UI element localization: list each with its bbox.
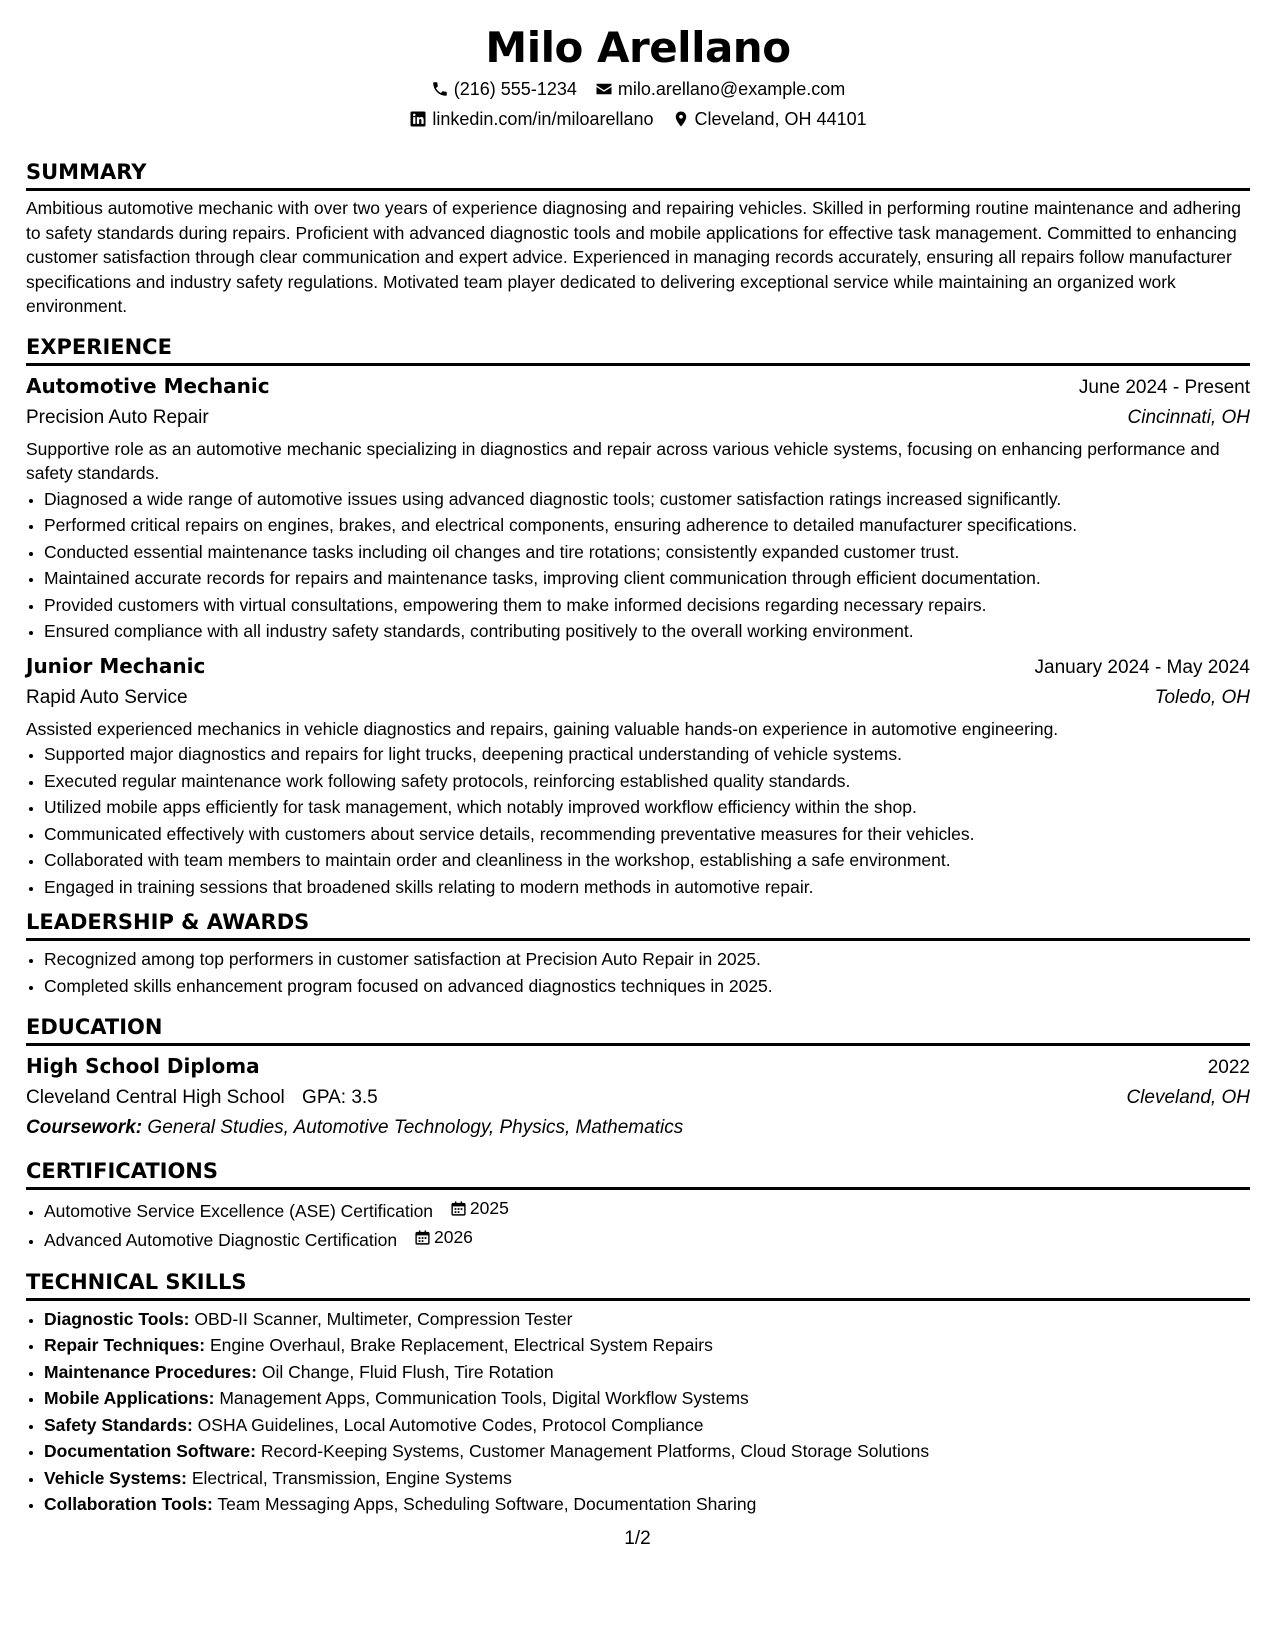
list-item	[44, 1385, 1250, 1412]
phone-contact	[431, 74, 577, 104]
skill-category: Maintenance Procedures:	[44, 1361, 257, 1382]
resume-page	[26, 22, 1250, 1518]
envelope-icon	[595, 80, 613, 98]
list-item: • Diagnosed a wide range of automotive issues using advanced diagnostic tools; customer satisfaction ratings increased significantly.	[44, 486, 1250, 513]
education-section	[26, 1013, 1250, 1143]
school-name: Cleveland Central High School	[26, 1087, 285, 1108]
skill-values: Engine Overhaul, Brake Replacement, Electrical System Repairs	[209, 1335, 713, 1355]
list-item: • Executed regular maintenance work following safety protocols, reinforcing established quality standards.	[44, 768, 1250, 795]
skill-category: Diagnostic Tools:	[44, 1308, 190, 1329]
list-item: • Provided customers with virtual consultations, empowering them to make informed decisions regarding necessary repairs.	[44, 592, 1250, 619]
skill-values: Management Apps, Communication Tools, Digital Workflow Systems	[219, 1388, 749, 1408]
certification-date	[414, 1224, 473, 1251]
graduation-year: 2022	[1207, 1057, 1250, 1078]
list-item: • Utilized mobile apps efficiently for task management, which notably improved workflow efficiency within the shop.	[44, 794, 1250, 821]
degree-title: High School Diploma	[26, 1054, 260, 1078]
leadership-list	[26, 946, 1250, 999]
linkedin-icon	[409, 110, 427, 128]
list-item: • Conducted essential maintenance tasks including oil changes and tire rotations; consistently expanded customer trust.	[44, 539, 1250, 566]
list-item	[44, 1359, 1250, 1386]
contact-line-2	[26, 104, 1250, 134]
linkedin-text[interactable]: linkedin.com/in/miloarellano	[432, 109, 654, 129]
certification-year: 2025	[469, 1198, 509, 1218]
job-bullets	[26, 741, 1250, 900]
skill-values: Team Messaging Apps, Scheduling Software, Documentation Sharing	[217, 1494, 757, 1514]
candidate-name: Milo Arellano	[485, 23, 791, 72]
coursework-text: General Studies, Automotive Technology, Physics, Mathematics	[147, 1117, 684, 1138]
linkedin-contact[interactable]	[409, 104, 653, 134]
email-text[interactable]: milo.arellano@example.com	[617, 79, 846, 99]
skill-category: Mobile Applications:	[44, 1388, 215, 1408]
calendar-icon	[450, 1200, 467, 1217]
experience-heading: EXPERIENCE	[26, 333, 1250, 366]
list-item: • Maintained accurate records for repairs and maintenance tasks, improving client communication through efficient documentation.	[44, 565, 1250, 592]
contact-line-1	[26, 74, 1250, 104]
location-text: Cleveland, OH 44101	[694, 109, 867, 129]
job-title: Junior Mechanic	[26, 653, 206, 678]
skill-values: Record-Keeping Systems, Customer Management Platforms, Cloud Storage Solutions	[260, 1441, 930, 1461]
list-item: • Recognized among top performers in customer satisfaction at Precision Auto Repair in 2025.	[44, 946, 1250, 973]
summary-text: Ambitious automotive mechanic with over two years of experience diagnosing and repairing vehicles. Skilled in performing routine maintenance and adhering to safety standards during repairs. Proficient with advanced diagnostic tools and mobile applications for effective task management. Committed to enhancing customer satisfaction through clear communication and expert advice. Experienced in managing records accurately, ensuring all repairs follow manufacturer specifications and industry safety regulations. Motivated team player dedicated to delivering exceptional service while maintaining an organized work environment.	[26, 198, 1241, 316]
skill-category: Collaboration Tools:	[44, 1494, 213, 1514]
job-description: Assisted experienced mechanics in vehicle diagnostics and repairs, gaining valuable hands-on experience in automotive engineering.	[26, 718, 1059, 739]
skill-category: Safety Standards:	[44, 1414, 193, 1435]
coursework-label: Coursework:	[26, 1117, 143, 1138]
skill-values: OBD-II Scanner, Multimeter, Compression Tester	[194, 1308, 573, 1329]
certification-date	[450, 1195, 509, 1222]
page-number: 1/2	[624, 1528, 651, 1549]
list-item: • Ensured compliance with all industry safety standards, contributing positively to the overall working environment.	[44, 618, 1250, 645]
job-location: Toledo, OH	[1154, 686, 1250, 708]
education-heading: EDUCATION	[26, 1013, 1250, 1046]
phone-text: (216) 555-1234	[453, 79, 577, 99]
calendar-icon	[414, 1229, 431, 1246]
phone-icon	[431, 80, 449, 98]
list-item: • Supported major diagnostics and repairs for light trucks, deepening practical understanding of vehicle systems.	[44, 741, 1250, 768]
skill-category: Repair Techniques:	[44, 1335, 206, 1355]
list-item: • Engaged in training sessions that broadened skills relating to modern methods in automotive repair.	[44, 874, 1250, 901]
summary-section	[26, 158, 1250, 319]
certifications-list	[26, 1195, 1250, 1254]
job-location: Cincinnati, OH	[1127, 406, 1250, 428]
list-item	[44, 1224, 1250, 1253]
skill-category: Vehicle Systems:	[44, 1467, 187, 1488]
school-info	[26, 1083, 378, 1113]
list-item: • Performed critical repairs on engines, brakes, and electrical components, ensuring adherence to detailed manufacturer specifications.	[44, 512, 1250, 539]
leadership-heading: LEADERSHIP & AWARDS	[26, 908, 1250, 941]
list-item	[44, 1491, 1250, 1518]
skill-values: OSHA Guidelines, Local Automotive Codes, Protocol Compliance	[197, 1414, 704, 1435]
experience-section	[26, 333, 1250, 901]
list-item	[44, 1195, 1250, 1224]
skills-heading: TECHNICAL SKILLS	[26, 1268, 1250, 1301]
certifications-section	[26, 1157, 1250, 1254]
skills-section	[26, 1268, 1250, 1518]
gpa-text: GPA: 3.5	[302, 1087, 378, 1108]
job-entry	[26, 651, 1250, 901]
list-item	[44, 1438, 1250, 1465]
certifications-heading: CERTIFICATIONS	[26, 1157, 1250, 1190]
job-dates: June 2024 - Present	[1078, 376, 1250, 398]
list-item	[44, 1306, 1250, 1333]
job-title: Automotive Mechanic	[26, 373, 270, 398]
job-entry	[26, 371, 1250, 645]
list-item	[44, 1465, 1250, 1492]
certification-name: Automotive Service Excellence (ASE) Certification	[44, 1200, 434, 1221]
list-item	[44, 1412, 1250, 1439]
job-dates: January 2024 - May 2024	[1034, 656, 1250, 678]
email-contact[interactable]	[595, 74, 845, 104]
list-item: • Completed skills enhancement program focused on advanced diagnostics techniques in 2025.	[44, 973, 1250, 1000]
map-pin-icon	[672, 110, 690, 128]
job-bullets	[26, 486, 1250, 645]
coursework-line	[26, 1113, 1250, 1143]
job-company: Rapid Auto Service	[26, 686, 188, 708]
job-description: Supportive role as an automotive mechanic specializing in diagnostics and repair across various vehicle systems, focusing on enhancing performance and safety standards.	[26, 438, 1220, 483]
school-location: Cleveland, OH	[1126, 1087, 1250, 1108]
job-company: Precision Auto Repair	[26, 406, 209, 428]
list-item: • Collaborated with team members to maintain order and cleanliness in the workshop, establishing a safe environment.	[44, 847, 1250, 874]
summary-heading: SUMMARY	[26, 158, 1250, 191]
skill-category: Documentation Software:	[44, 1441, 256, 1461]
skill-values: Oil Change, Fluid Flush, Tire Rotation	[261, 1361, 554, 1382]
location-contact	[672, 104, 867, 134]
certification-name: Advanced Automotive Diagnostic Certification	[44, 1230, 398, 1250]
skill-values: Electrical, Transmission, Engine Systems	[191, 1467, 512, 1488]
skills-list	[26, 1306, 1250, 1518]
list-item	[44, 1332, 1250, 1359]
certification-year: 2026	[433, 1227, 473, 1248]
list-item: • Communicated effectively with customers about service details, recommending preventative measures for their vehicles.	[44, 821, 1250, 848]
leadership-section	[26, 908, 1250, 999]
